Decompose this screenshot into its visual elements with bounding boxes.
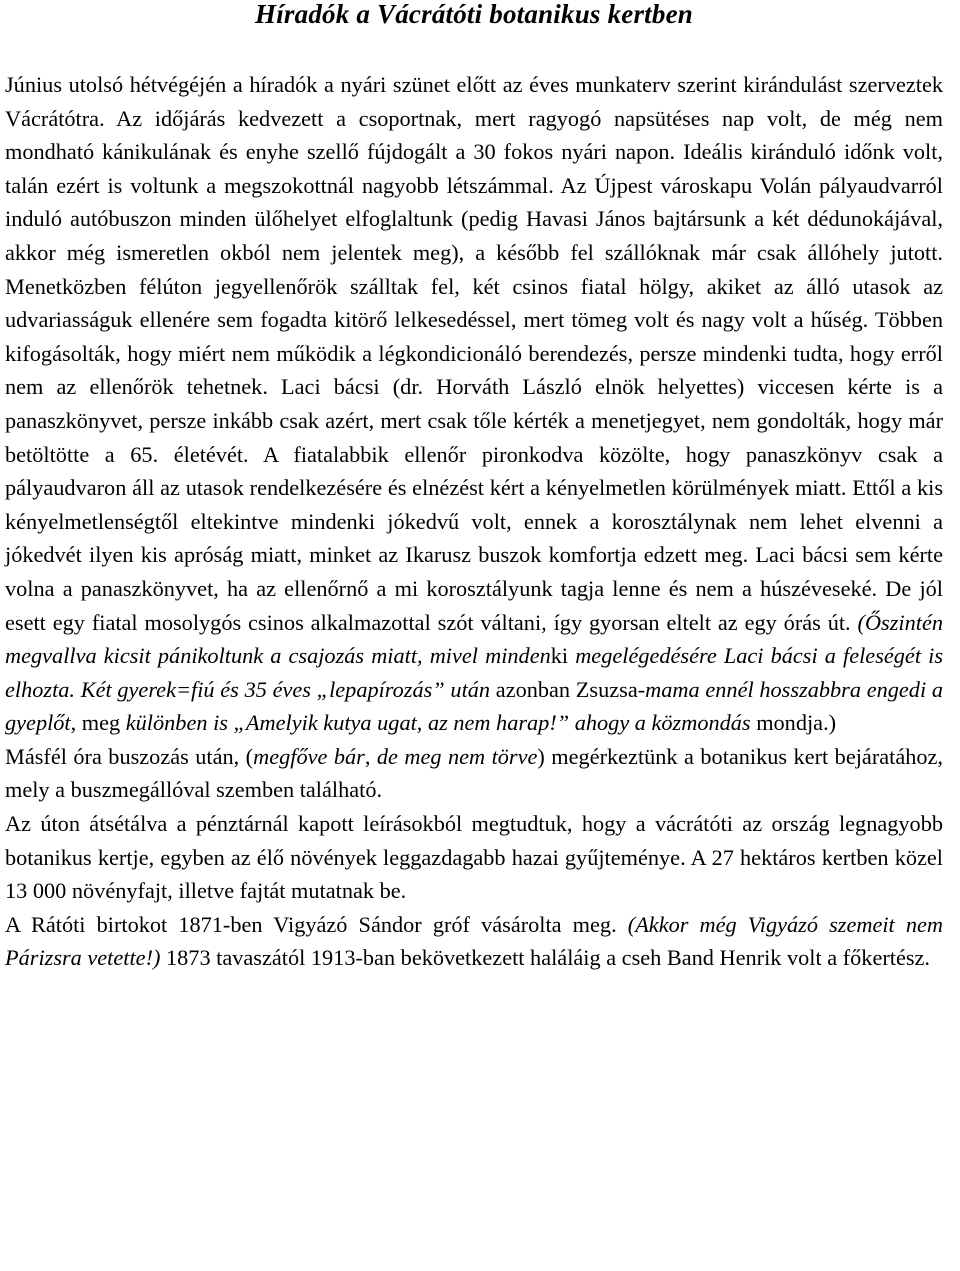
paragraph [5,740,943,807]
document-page [5,0,943,975]
document-title: Híradók a Vácrátóti botanikus kertben [255,0,693,29]
italic-segment: de meg nem törve [376,743,538,769]
text-segment: Az úton átsétálva a pénztárnál kapott leírásokból megtudtuk, hogy a vácrátóti az ország legnagyobb botanikus kertje, egyben az élő növények leggazdagabb hazai gyűjteménye. A 27 hektáros kertben közel 13 000 növényfajt, illetve fajtát mutatnak be. [5,811,943,904]
text-segment: ki [550,643,576,669]
italic-segment: (Őszintén megvallva kicsit pánikoltunk a csajozás miatt, mivel minden [5,609,943,669]
text-segment: azonban Zsuzsa- [495,676,646,702]
italic-segment: mama ennél hosszabbra engedi a gyeplőt [5,676,944,736]
document-body [5,68,943,975]
text-segment: , meg [70,710,126,736]
paragraph [5,68,943,740]
text-segment: A Rátóti birtokot 1871-ben Vigyázó Sándor gróf vásárolta meg. [5,911,628,937]
italic-segment: (Akkor még Vigyázó szemeit nem Párizsra vetette!) [5,911,943,971]
text-segment: 1873 tavaszától 1913-ban bekövetkezett haláláig a cseh Band Henrik volt a főkertész. [160,945,931,971]
italic-segment: megelégedésére Laci bácsi a feleségét is elhozta. Két gyerek=fiú és 35 éves „lepapírozás” után [5,643,943,702]
italic-segment: megfőve bár [253,743,365,769]
text-segment: mondja.) [756,710,837,736]
text-segment: Másfél óra buszozás után, ( [5,743,254,769]
italic-segment: különben is „Amelyik kutya ugat, az nem harap!” ahogy a közmondás [125,710,757,736]
text-segment: ) megérkeztünk a botanikus kert bejáratához, mely a buszmegállóval szemben található. [5,743,944,803]
text-segment: , [364,743,377,769]
paragraph [5,807,943,908]
paragraph [5,908,943,975]
text-segment: Június utolsó hétvégéjén a híradók a nyári szünet előtt az éves munkaterv szerint kirándulást szerveztek Vácrátótra. Az időjárás kedvezett a csoportnak, mert ragyogó napsütéses nap volt, de még nem mondható kánikulának és enyhe szellő fújdogált a 30 fokos nyári napon. Ideális kiránduló időnk volt, talán ezért is voltunk a megszokottnál nagyobb létszámmal. Az Újpest városkapu Volán pályaudvarról induló autóbuszon minden ülőhelyet elfoglaltunk (pedig Havasi János bajtársunk a két dédunokájával, akkor még ismeretlen okból nem jelentek meg), a később fel szállóknak már csak állóhely jutott. Menetközben félúton jegyellenőrök szálltak fel, két csinos fiatal hölgy, akiket az álló utasok az udvariasságuk ellenére sem fogadta kitörő lelkesedéssel, mert tömeg volt és nagy volt a hűség. Többen kifogásolták, hogy miért nem működik a légkondicionáló berendezés, persze mindenki tudta, hogy erről nem az ellenőrök tehetnek. Laci bácsi (dr. Horváth László elnök helyettes) viccesen kérte is a panaszkönyvet, persze inkább csak azért, mert csak tőle kérték a menetjegyet, nem gondolták, hogy már betöltötte a 65. életévét. A fiatalabbik ellenőr pironkodva közölte, hogy panaszkönyv csak a pályaudvaron áll az utasok rendelkezésére és elnézést kért a kényelmetlen körülmények miatt. Ettől a kis kényelmetlenségtől eltekintve mindenki jókedvű volt, ennek a korosztálynak nem lehet elvenni a jókedvét ilyen kis apróság miatt, minket az Ikarusz buszok komfortja edzett meg. Laci bácsi sem kérte volna a panaszkönyvet, ha az ellenőrnő a mi korosztályunk tagja lenne és nem a húszéveseké. De jól esett egy fiatal mosolygós csinos alkalmazottal szót váltani, így gyorsan eltelt az egy órás út. [5,72,943,635]
